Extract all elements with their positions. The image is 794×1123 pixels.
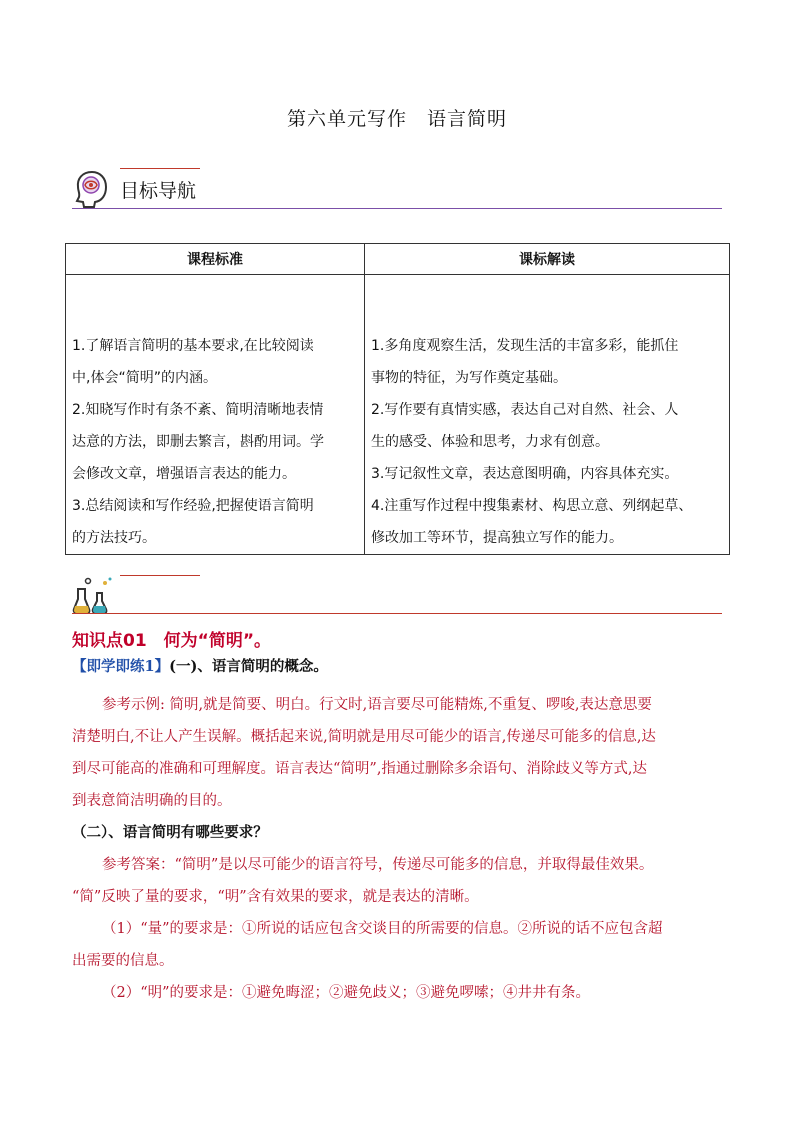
text-line: 中,体会“简明”的内涵。	[72, 370, 217, 386]
page-title: 第六单元写作 语言简明	[286, 108, 507, 130]
answer-block-2	[72, 849, 726, 1009]
practice-question-text: (一)、语言简明的概念。	[169, 658, 328, 675]
text-line: 的方法技巧。	[72, 530, 156, 546]
answer-block-1	[72, 689, 726, 817]
table-row	[66, 275, 730, 555]
curriculum-table	[65, 243, 730, 555]
brain-head-icon	[72, 168, 112, 208]
text-line: 4.注重写作过程中搜集素材、构思立意、列纲起草、	[371, 498, 693, 514]
text-line: 到尽可能高的准确和可理解度。语言表达“简明”,指通过删除多余语句、消除歧义等方式,达	[72, 761, 648, 777]
text-line: 3.总结阅读和写作经验,把握使语言简明	[72, 498, 314, 514]
head-accent-line	[120, 575, 200, 576]
text-line: 3.写记叙性文章，表达意图明确，内容具体充实。	[371, 466, 679, 482]
table-header-interpretation: 课标解读	[365, 244, 730, 275]
table-cell-interpretation	[365, 275, 730, 555]
text-line: 清楚明白,不让人产生误解。概括起来说,简明就是用尽可能少的语言,传递尽可能多的信息,达	[72, 729, 656, 745]
text-line: 2.写作要有真情实感，表达自己对自然、社会、人	[371, 402, 679, 418]
text-line: （2）“明”的要求是：①避免晦涩；②避免歧义；③避免啰嗦；④井井有条。	[102, 985, 591, 1001]
practice-tag: 【即学即练1】	[72, 658, 170, 675]
text-line: 1.了解语言简明的基本要求,在比较阅读	[72, 338, 314, 354]
text-line: （1）“量”的要求是：①所说的话应包含交谈目的所需要的信息。②所说的话不应包含超	[102, 921, 663, 937]
practice-question-1	[72, 651, 726, 683]
section-header-goals	[72, 168, 722, 208]
practice-question-2: （二）、语言简明有哪些要求？	[72, 824, 268, 841]
text-line: 参考示例: 简明,就是简要、明白。行文时,语言要尽可能精炼,不重复、啰唆,表达意思要	[102, 697, 652, 713]
table-header-row	[66, 244, 730, 275]
text-line: 达意的方法，即删去繁言，斟酌用词。学	[72, 434, 324, 450]
flask-icon	[72, 575, 112, 615]
section-title-goals: 目标导航	[120, 180, 197, 202]
section-header-knowledge	[72, 575, 722, 615]
text-line: 参考答案：“简明”是以尽可能少的语言符号，传递尽可能多的信息，并取得最佳效果。	[102, 857, 654, 873]
text-line: 1.多角度观察生活，发现生活的丰富多彩，能抓住	[371, 338, 679, 354]
text-line: 2.知晓写作时有条不紊、简明清晰地表情	[72, 402, 324, 418]
table-header-standard: 课程标准	[66, 244, 365, 275]
table-cell-standard	[66, 275, 365, 555]
text-line: “简”反映了量的要求，“明”含有效果的要求，就是表达的清晰。	[72, 889, 479, 905]
text-line: 生的感受、体验和思考，力求有创意。	[371, 434, 609, 450]
section-divider	[72, 208, 722, 209]
text-line: 事物的特征，为写作奠定基础。	[371, 370, 567, 386]
text-line: 出需要的信息。	[72, 953, 174, 969]
section-divider	[72, 613, 722, 614]
head-accent-line	[120, 168, 200, 169]
text-line: 会修改文章，增强语言表达的能力。	[72, 466, 296, 482]
text-line: 修改加工等环节，提高独立写作的能力。	[371, 530, 623, 546]
knowledge-point-title: 知识点01 何为“简明”。	[72, 631, 272, 651]
text-line: 到表意简洁明确的目的。	[72, 793, 232, 809]
